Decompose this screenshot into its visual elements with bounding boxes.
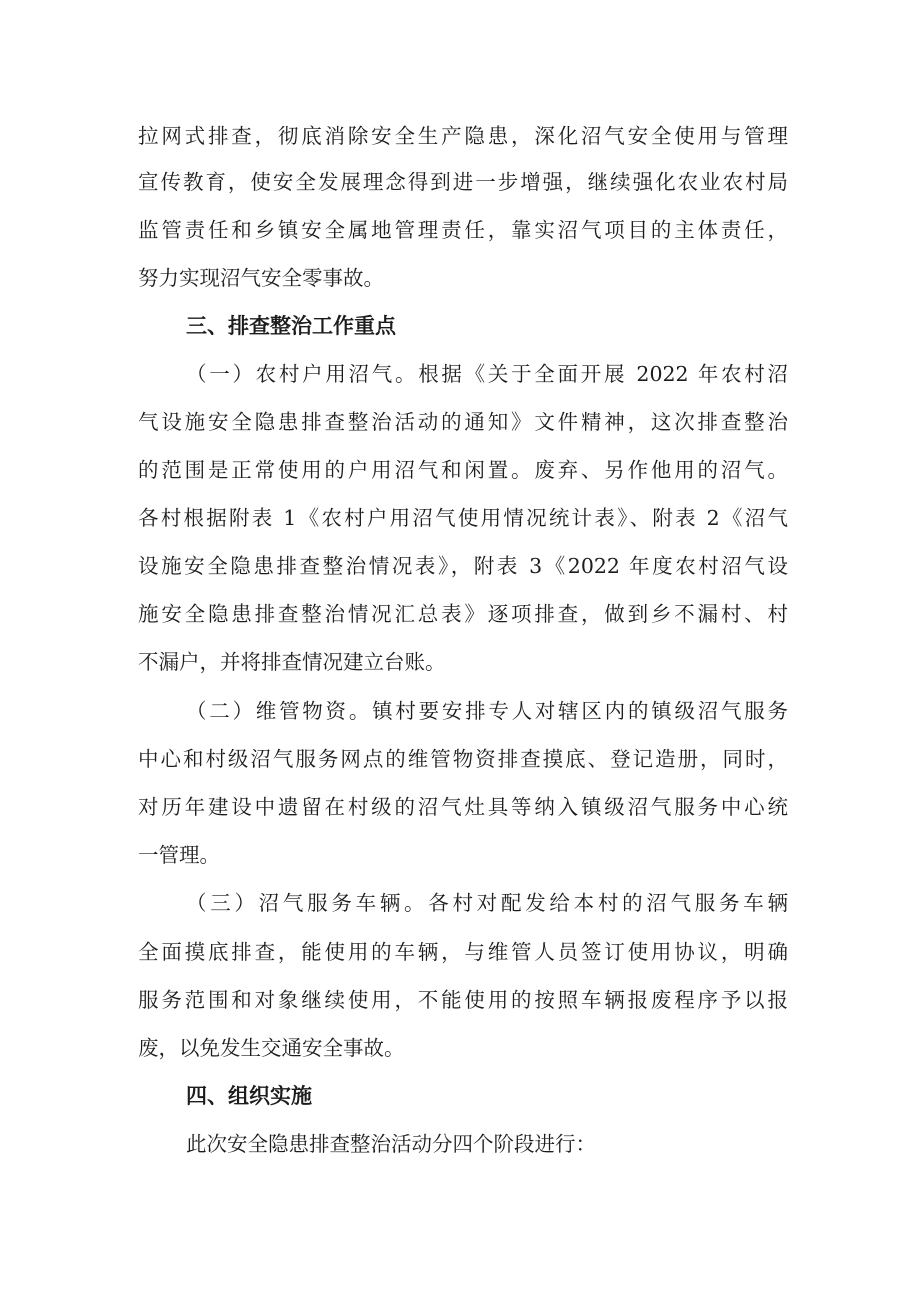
item-2-line-3: 对历年建设中遗留在村级的沼气灶具等纳入镇级沼气服务中心统 <box>138 795 788 819</box>
item-3-line-1: （三）沼气服务车辆。各村对配发给本村的沼气服务车辆 <box>186 891 788 915</box>
item-1-line-3: 的范围是正常使用的户用沼气和闲置。废弃、另作他用的沼气。 <box>138 458 788 482</box>
item-1-line-4: 各村根据附表 1《农村户用沼气使用情况统计表》、附表 2《沼气 <box>138 506 788 530</box>
item-3-line-4: 废，以免发生交通安全事故。 <box>138 1036 405 1060</box>
item-2-line-4: 一管理。 <box>138 843 220 867</box>
intro-line-2: 宣传教育，使安全发展理念得到进一步增强，继续强化农业农村局 <box>138 170 788 194</box>
item-1-line-1: （一）农村户用沼气。根据《关于全面开展 2022 年农村沼 <box>186 362 788 386</box>
item-2-line-2: 中心和村级沼气服务网点的维管物资排查摸底、登记造册，同时， <box>138 747 788 771</box>
item-1-line-6: 施安全隐患排查整治情况汇总表》逐项排查，做到乡不漏村、村 <box>138 602 788 626</box>
item-1-line-5: 设施安全隐患排查整治情况表》，附表 3《2022 年度农村沼气设 <box>138 554 788 578</box>
intro-line-3: 监管责任和乡镇安全属地管理责任，靠实沼气项目的主体责任， <box>138 218 788 242</box>
section-3-heading: 三、排查整治工作重点 <box>186 314 396 338</box>
item-1-line-7: 不漏户，并将排查情况建立台账。 <box>138 650 446 674</box>
item-3-line-2: 全面摸底排查，能使用的车辆，与维管人员签订使用协议，明确 <box>138 940 788 964</box>
item-2-line-1: （二）维管物资。镇村要安排专人对辖区内的镇级沼气服务 <box>186 699 788 723</box>
intro-line-1: 拉网式排查，彻底消除安全生产隐患，深化沼气安全使用与管理 <box>138 124 788 148</box>
item-1-line-2: 气设施安全隐患排查整治活动的通知》文件精神，这次排查整治 <box>138 410 788 434</box>
item-3-line-3: 服务范围和对象继续使用，不能使用的按照车辆报废程序予以报 <box>138 988 788 1012</box>
intro-line-4: 努力实现沼气安全零事故。 <box>138 266 384 290</box>
section-4-heading: 四、组织实施 <box>186 1084 312 1108</box>
section-4-intro: 此次安全隐患排查整治活动分四个阶段进行： <box>186 1132 596 1156</box>
